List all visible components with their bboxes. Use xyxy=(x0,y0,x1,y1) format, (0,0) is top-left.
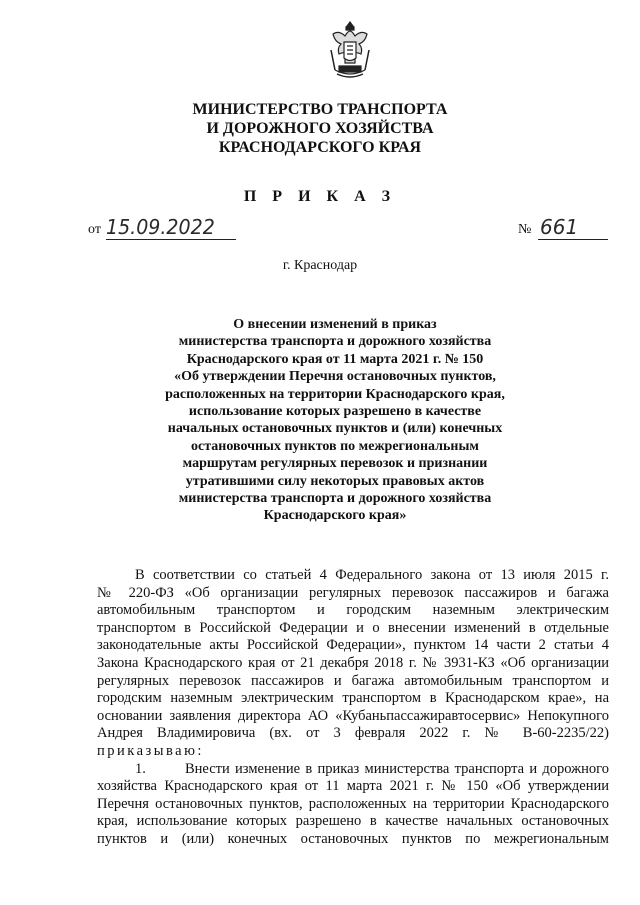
ministry-line-1: МИНИСТЕРСТВО ТРАНСПОРТА xyxy=(192,101,448,118)
number-underline xyxy=(538,239,608,240)
subject-line: расположенных на территории Краснодарского края, xyxy=(165,386,505,402)
body-line: транспортом в Российской Федерации и о внесении изменений в отдельные xyxy=(97,619,609,636)
ministry-line-3: КРАСНОДАРСКОГО КРАЯ xyxy=(218,139,422,156)
date-value: 15.09.2022 xyxy=(106,215,215,239)
body-line: № 220-ФЗ «Об организации регулярных перевозок пассажиров и багажа xyxy=(97,584,609,601)
body-line: регулярных перевозок пассажиров и багажа автомобильным транспортом и xyxy=(97,672,609,689)
body-line: Закона Краснодарского края от 21 декабря 2018 г. № 3931-КЗ «Об организации xyxy=(97,654,609,671)
order-number xyxy=(518,214,608,242)
body-line: края, использование которых разрешено в качестве начальных остановочных xyxy=(97,813,609,830)
item-number: 1. xyxy=(135,760,146,777)
body-line: пунктов и (или) конечных остановочных пунктов по межрегиональным xyxy=(97,830,609,847)
subject-line: О внесении изменений в приказ xyxy=(233,317,437,332)
body-line: автомобильным транспортом и городским наземным электрическим xyxy=(97,602,609,619)
order-body xyxy=(97,567,609,849)
document-type: П Р И К А З xyxy=(243,188,397,205)
item-1-first-line xyxy=(97,761,609,779)
order-subject xyxy=(150,316,520,525)
body-line: Перечня остановочных пунктов, расположенных на территории Краснодарского xyxy=(97,795,609,812)
subject-line: Краснодарского края» xyxy=(263,508,407,524)
subject-line: утратившими силу некоторых правовых актов xyxy=(185,473,485,489)
item-text: Внести изменение в приказ министерства транспорта и дорожного xyxy=(185,760,609,777)
subject-line: Краснодарского края от 11 марта 2021 г. № 150 xyxy=(186,351,484,367)
ministry-line-2: И ДОРОЖНОГО ХОЗЯЙСТВА xyxy=(206,120,434,137)
city: г. Краснодар xyxy=(282,258,358,273)
date-label: от xyxy=(88,222,101,237)
number-value: 661 xyxy=(540,215,579,239)
date-underline xyxy=(106,239,236,240)
body-line: В соответствии со статьей 4 Федерального закона от 13 июля 2015 г. xyxy=(135,567,609,583)
subject-line: министерства транспорта и дорожного хозяйства xyxy=(178,491,492,507)
coat-of-arms-icon xyxy=(325,20,375,82)
number-label: № xyxy=(518,222,532,237)
order-word: приказываю: xyxy=(97,742,204,759)
body-line: законодательные акты Российской Федерации», пунктом 14 части 2 статьи 4 xyxy=(97,637,609,654)
ministry-name xyxy=(0,100,640,157)
body-line: основании заявления директора АО «Кубаньпассажиравтосервис» Непокупного xyxy=(97,707,609,724)
subject-line: министерства транспорта и дорожного хозяйства xyxy=(178,334,492,350)
subject-line: начальных остановочных пунктов и (или) конечных xyxy=(167,421,503,437)
subject-line: маршрутам регулярных перевозок и признании xyxy=(182,456,488,472)
body-line: городским наземным электрическим транспортом в Краснодарском крае», на xyxy=(97,690,609,707)
body-line: Андрея Владимировича (вх. от 3 февраля 2022 г. № В-60-2235/22) xyxy=(97,725,609,742)
subject-line: «Об утверждении Перечня остановочных пунктов, xyxy=(174,369,496,385)
body-line: хозяйства Краснодарского края от 11 марта 2021 г. № 150 «Об утверждении xyxy=(97,778,609,795)
subject-line: использование которых разрешено в качестве xyxy=(188,404,482,420)
order-date xyxy=(88,214,236,242)
subject-line: остановочных пунктов по межрегиональным xyxy=(191,438,479,454)
